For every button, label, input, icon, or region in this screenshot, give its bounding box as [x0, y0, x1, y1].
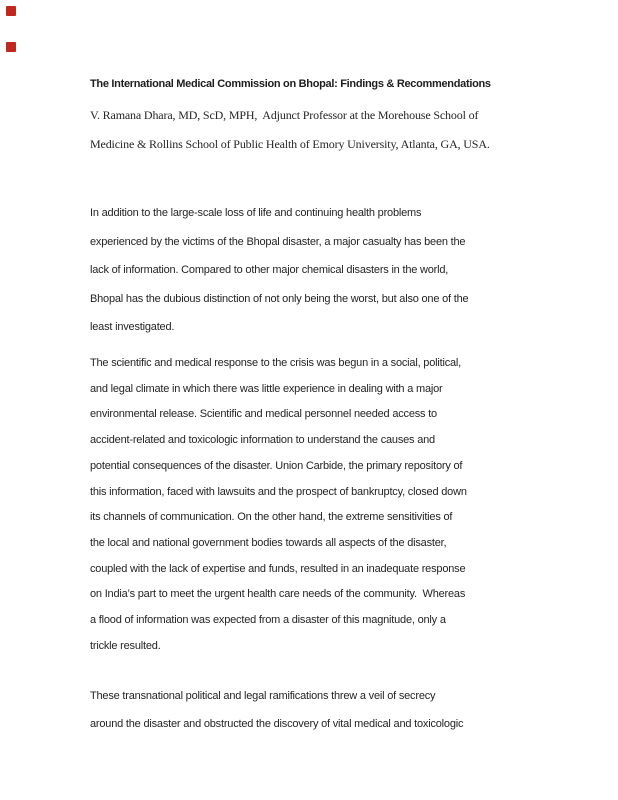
- author-affiliation: [90, 101, 490, 159]
- body-paragraph: [90, 351, 467, 659]
- text-line: In addition to the large-scale loss of life and continuing health problems: [90, 207, 422, 219]
- text-line: environmental release. Scientific and medical personnel needed access to: [90, 408, 437, 421]
- text-line: Medicine & Rollins School of Public Health of Emory University, Atlanta, GA, USA.: [90, 137, 490, 151]
- text-line: lack of information. Compared to other major chemical disasters in the world,: [90, 264, 449, 276]
- document-title: The International Medical Commission on Bhopal: Findings & Recommendations: [90, 78, 491, 90]
- broken-image-marker-icon: [6, 42, 16, 52]
- text-line: coupled with the lack of expertise and funds, resulted in an inadequate response: [90, 562, 466, 575]
- text-line: least investigated.: [90, 321, 175, 333]
- text-line: accident-related and toxicologic information to understand the causes and: [90, 434, 435, 447]
- text-line: the local and national government bodies towards all aspects of the disaster,: [90, 536, 447, 549]
- text-line: its channels of communication. On the other hand, the extreme sensitivities of: [90, 511, 453, 524]
- text-line: trickle resulted.: [90, 639, 161, 652]
- text-line: Bhopal has the dubious distinction of not only being the worst, but also one of the: [90, 292, 469, 305]
- text-line: potential consequences of the disaster. Union Carbide, the primary repository of: [90, 459, 463, 472]
- broken-image-marker-icon: [6, 6, 16, 16]
- text-line: experienced by the victims of the Bhopal disaster, a major casualty has been the: [90, 235, 466, 248]
- text-line: this information, faced with lawsuits and the prospect of bankruptcy, closed down: [90, 485, 467, 498]
- text-line: V. Ramana Dhara, MD, ScD, MPH, Adjunct Professor at the Morehouse School of: [90, 108, 479, 122]
- text-line: on India’s part to meet the urgent health care needs of the community. Whereas: [90, 588, 466, 601]
- text-line: a flood of information was expected from a disaster of this magnitude, only a: [90, 614, 446, 627]
- text-line: and legal climate in which there was little experience in dealing with a major: [90, 382, 443, 395]
- text-line: around the disaster and obstructed the discovery of vital medical and toxicologic: [90, 718, 464, 731]
- text-line: The scientific and medical response to the crisis was begun in a social, political,: [90, 357, 462, 369]
- body-paragraph: [90, 199, 468, 342]
- text-line: These transnational political and legal ramifications threw a veil of secrecy: [90, 690, 436, 702]
- body-paragraph: [90, 682, 463, 739]
